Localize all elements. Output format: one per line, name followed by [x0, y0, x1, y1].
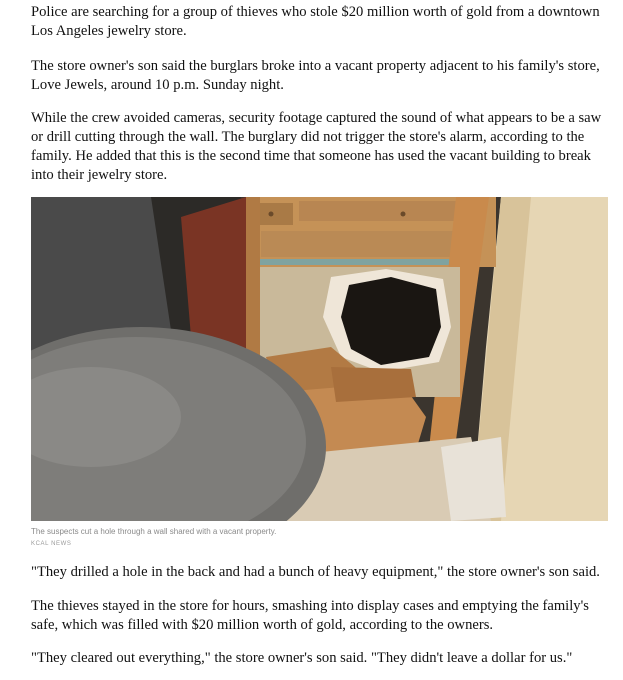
article-paragraph-5: The thieves stayed in the store for hours, smashing into display cases and emptying the family's safe, which was filled with $20 million worth of gold, according to the owners. [31, 598, 589, 633]
article-paragraph-4: "They drilled a hole in the back and had a bunch of heavy equipment," the store owner's son said. [31, 564, 600, 580]
article-paragraph-1: Police are searching for a group of thieves who stole $20 million worth of gold from a downtown Los Angeles jewelry store. [31, 4, 600, 39]
photo-caption: The suspects cut a hole through a wall shared with a vacant property. [31, 527, 277, 536]
article-photo [31, 197, 608, 521]
photo-credit: KCAL NEWS [31, 541, 72, 547]
article-paragraph-3: While the crew avoided cameras, security footage captured the sound of what appears to be a saw or drill cutting through the wall. The burglary did not trigger the store's alarm, according to the family. He added that this is the second time that someone has used the vacant building to break into their jewelry store. [31, 110, 602, 183]
article-paragraph-6: "They cleared out everything," the store owner's son said. "They didn't leave a dollar for us." [31, 650, 573, 666]
article-paragraph-2: The store owner's son said the burglars broke into a vacant property adjacent to his family's store, Love Jewels, around 10 p.m. Sunday night. [31, 58, 600, 93]
break-in-photo-illustration [31, 197, 608, 521]
